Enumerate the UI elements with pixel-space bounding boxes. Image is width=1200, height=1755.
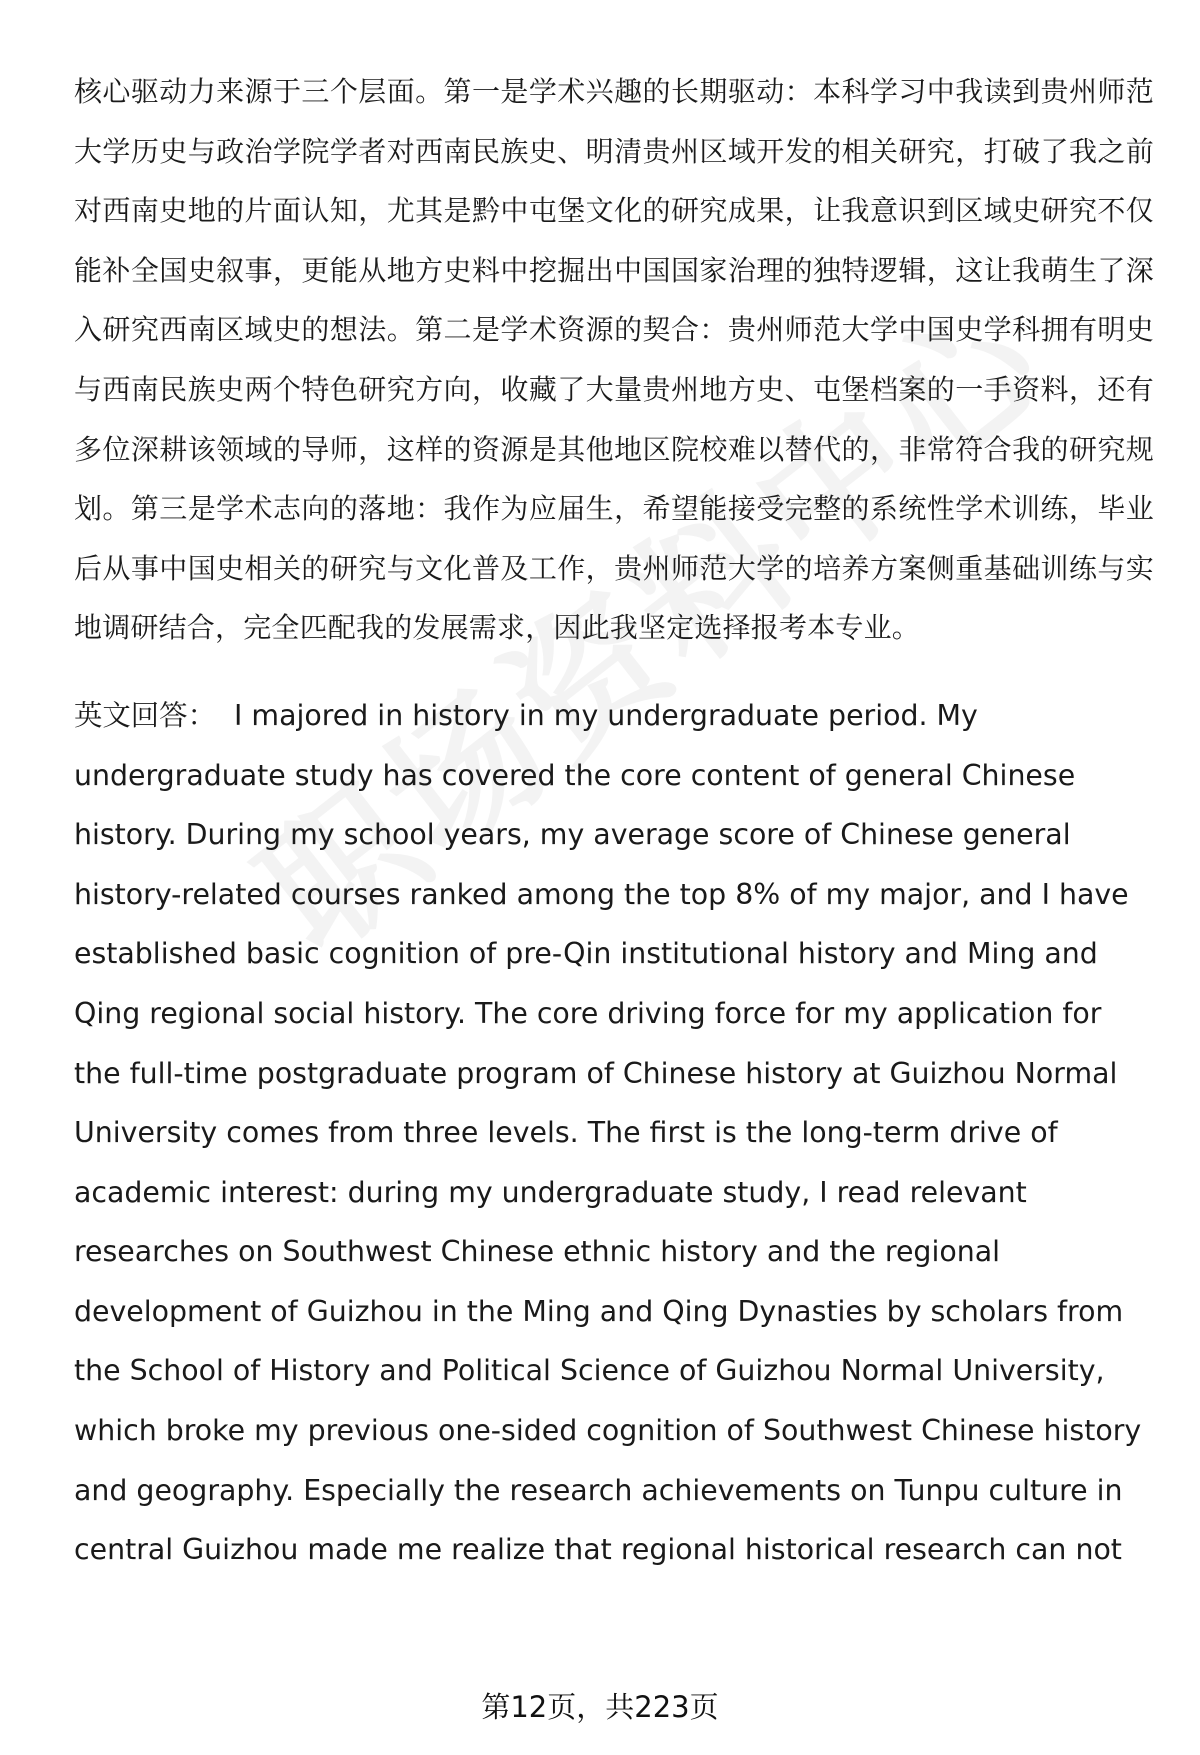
english-answer-label: 英文回答： xyxy=(74,698,216,732)
english-answer-text: I majored in history in my undergraduate period. My undergraduate study has covered the core content of general Chinese history. During my school years, my average score of Chinese general history-related courses ranked among the top 8% of my major, and I have established basic cognition of pre-Qin institutional history and Ming and Qing regional social history. The core driving force for my application for the full-time postgraduate program of Chinese history at Guizhou Normal University comes from three levels. The first is the long-term drive of academic interest: during my undergraduate study, I read relevant researches on Southwest Chinese ethnic history and the regional development of Guizhou in the Ming and Qing Dynasties by scholars from the School of History and Political Science of Guizhou Normal University, which broke my previous one-sided cognition of Southwest Chinese history and geography. Especially the research achievements on Tunpu culture in central Guizhou made me realize that regional historical research can not xyxy=(74,698,1142,1567)
english-answer-paragraph xyxy=(74,686,1154,1580)
chinese-paragraph: 核心驱动力来源于三个层面。第一是学术兴趣的长期驱动：本科学习中我读到贵州师范大学历史与政治学院学者对西南民族史、明清贵州区域开发的相关研究，打破了我之前对西南史地的片面认知，尤其是黔中屯堡文化的研究成果，让我意识到区域史研究不仅能补全国史叙事，更能从地方史料中挖掘出中国国家治理的独特逻辑，这让我萌生了深入研究西南区域史的想法。第二是学术资源的契合：贵州师范大学中国史学科拥有明史与西南民族史两个特色研究方向，收藏了大量贵州地方史、屯堡档案的一手资料，还有多位深耕该领域的导师，这样的资源是其他地区院校难以替代的，非常符合我的研究规划。第三是学术志向的落地：我作为应届生，希望能接受完整的系统性学术训练，毕业后从事中国史相关的研究与文化普及工作，贵州师范大学的培养方案侧重基础训练与实地调研结合，完全匹配我的发展需求，因此我坚定选择报考本专业。 xyxy=(74,75,1154,645)
page-number: 第12页，共223页 xyxy=(481,1690,719,1724)
page-content xyxy=(74,62,1154,1580)
